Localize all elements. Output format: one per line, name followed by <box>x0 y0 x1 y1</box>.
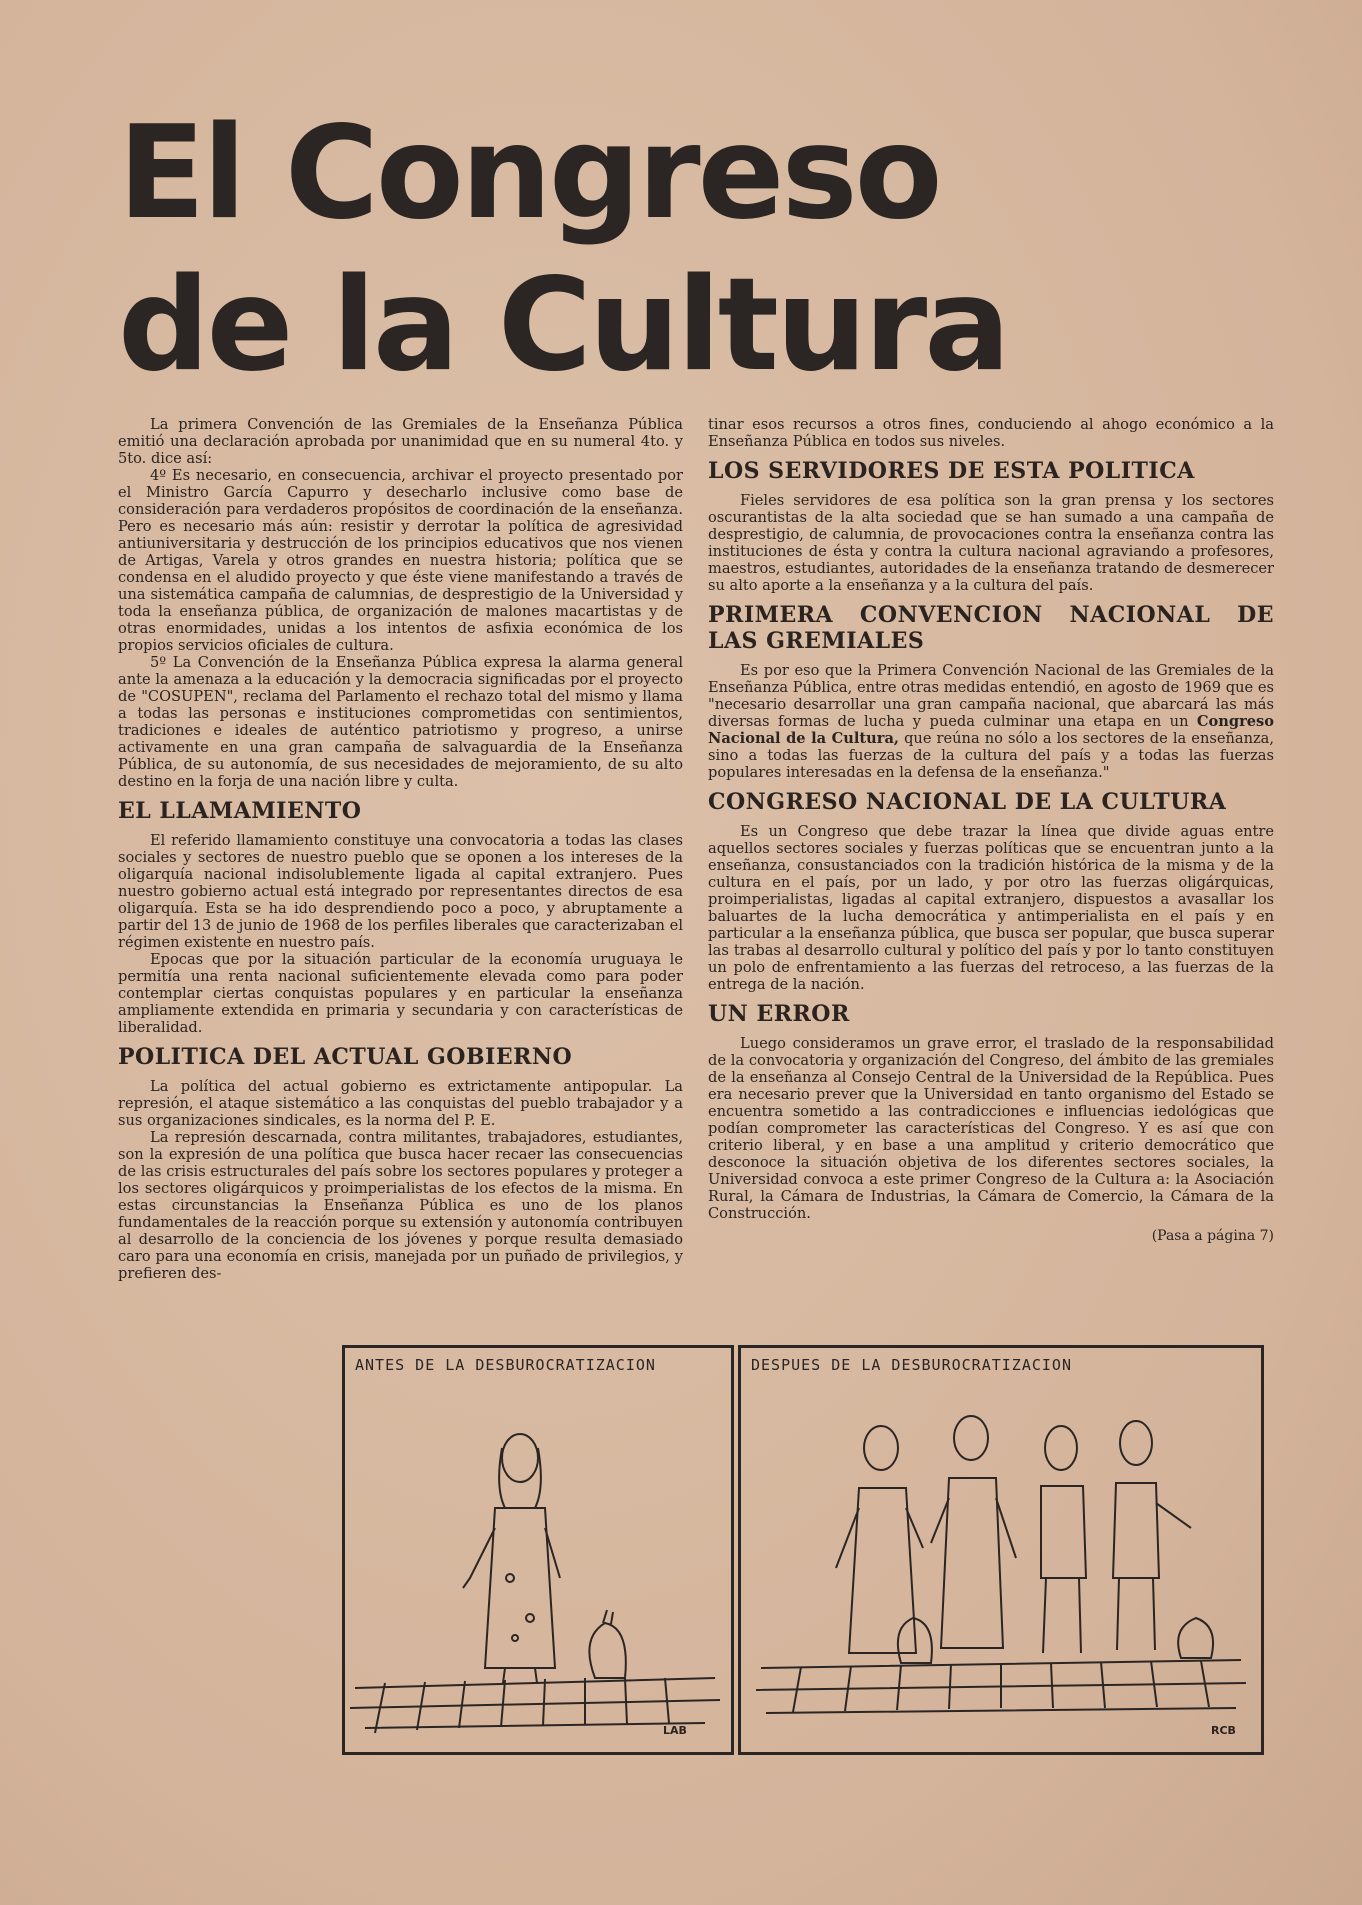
paragraph: El referido llamamiento constituye una convocatoria a todas las clases sociales y sectores de nuestro pueblo que se oponen a los intereses de la oligarquía nacional indisolublemente ligada al capital extranjero. Pues nuestro gobierno actual está integrado por representantes directos de esa oligarquía. Esta se ha ido desprendiendo poco a poco, y abruptamente a partir del 13 de junio de 1968 de los perfiles liberales que caracterizaban el régimen existente en nuestro país. <box>118 832 683 951</box>
text-run: que reúna no sólo a los sectores de la enseñanza, sino a todas las fuerzas de la cultura del país y a todas las fuerzas populares interesadas en la defensa de la enseñanza." <box>708 730 1274 781</box>
paragraph: Es un Congreso que debe trazar la línea que divide aguas entre aquellos sectores sociales y fuerzas políticas que se encuentran junto a la enseñanza, consustanciados con la tradición histórica de la misma y de la cultura en el país, por un lado, y por otro las fuerzas oligárquicas, proimperialistas, ligadas al capital extranjero, dispuestos a avasallar los baluartes de la lucha democrática y antimperialista en el país y en particular a la enseñanza pública, que busca ser popular, que busca superar las trabas al desarrollo cultural y político del país y por lo tanto constituyen un polo de enfrentamiento a las fuerzas del retroceso, a las fuerzas de la entrega de la nación. <box>708 823 1274 993</box>
section-heading-politica: POLITICA DEL ACTUAL GOBIERNO <box>118 1044 573 1070</box>
paragraph: tinar esos recursos a otros fines, conduciendo al ahogo económico a la Enseñanza Pública en todos sus niveles. <box>708 416 1274 450</box>
section-heading-error: UN ERROR <box>708 1001 850 1027</box>
paragraph: Fieles servidores de esa política son la gran prensa y los sectores oscurantistas de la alta sociedad que se han sumado a una campaña de desprestigio, de calumnia, de provocaciones contra la enseñanza contra las instituciones de ésta y contra la cultura nacional agraviando a profesores, maestros, estudiantes, autoridades de la enseñanza tratando de desmerecer su alto aporte a la enseñanza y a la cultura del país. <box>708 492 1274 594</box>
caption-after: DESPUES DE LA DESBUROCRATIZACION <box>751 1356 1072 1374</box>
paragraph: 5º La Convención de la Enseñanza Pública expresa la alarma general ante la amenaza a la educación y la democracia significadas por el proyecto de "COSUPEN", reclama del Parlamento el rechazo total del mismo y llama a todas las personas e instituciones comprometidas con sentimientos, tradiciones e ideales de auténtico patriotismo y progreso, a unirse activamente en una gran campaña de salvaguardia de la Enseñanza Pública, de su autonomía, de sus necesidades de mejoramiento, de su alto destino en la forja de una nación libre y culta. <box>118 654 683 790</box>
bold-text-run: Congreso Nacional de la Cultura, <box>708 713 1274 747</box>
headline-line-2: de la Cultura <box>118 251 1008 400</box>
right-column <box>708 416 1274 1245</box>
illustration-after <box>741 1378 1261 1750</box>
signature-right: RCB <box>1211 1724 1236 1737</box>
paragraph: La primera Convención de las Gremiales de la Enseñanza Pública emitió una declaración aprobada por unanimidad que en su numeral 4to. y 5to. dice así: <box>118 416 683 467</box>
caption-before: ANTES DE LA DESBUROCRATIZACION <box>355 1356 656 1374</box>
headline <box>118 98 1018 402</box>
cartoon-panel-after <box>738 1345 1264 1755</box>
section-heading-llamamiento: EL LLAMAMIENTO <box>118 798 362 824</box>
left-column <box>118 416 683 1282</box>
paragraph: La política del actual gobierno es extrictamente antipopular. La represión, el ataque sistemático a las conquistas del pueblo trabajador y a sus organizaciones sindicales, es la norma del P. E. <box>118 1078 683 1129</box>
cartoon <box>342 1345 1264 1759</box>
headline-line-1: El Congreso <box>118 99 940 248</box>
section-heading-convencion: PRIMERA CONVENCION NACIONAL DE LAS GREMIALES <box>708 602 1274 654</box>
paragraph: Epocas que por la situación particular de la economía uruguaya le permitía una renta nacional suficientemente elevada como para poder contemplar ciertas conquistas populares y en particular la enseñanza ampliamente extendida en primaria y secundaria y con características de liberalidad. <box>118 951 683 1036</box>
paragraph: Luego consideramos un grave error, el traslado de la responsabilidad de la convocatoria y organización del Congreso, del ámbito de las gremiales de la enseñanza al Consejo Central de la Universidad de la República. Pues era necesario prever que la Universidad en tanto organismo del Estado se encuentra sometido a las contradicciones e influencias iedológicas que podían comprometer las características del Congreso. Y es así que con criterio liberal, y en base a una amplitud y criterio democrático que desconoce la situación objetiva de los diferentes sectores sociales, la Universidad convoca a este primer Congreso de la Cultura a: la Asociación Rural, la Cámara de Industrias, la Cámara de Comercio, la Cámara de la Construcción. <box>708 1035 1274 1222</box>
section-heading-servidores: LOS SERVIDORES DE ESTA POLITICA <box>708 458 1195 484</box>
paragraph: 4º Es necesario, en consecuencia, archivar el proyecto presentado por el Ministro García Capurro y desecharlo inclusive como base de consideración para verdaderos propósitos de coordinación de la enseñanza. Pero es necesario más aún: resistir y derrotar la política de agresividad antiuniversitaria y destrucción de los principios educativos que nos vienen de Artigas, Varela y otros grandes en nuestra historia; política que se condensa en el aludido proyecto y que éste viene manifestando a través de una sistemática campaña de calumnias, de desprestigio de la Universidad y toda la enseñanza pública, de organización de malones macartistas y de otras enormidades, unidas a los intentos de asfixia económica de los propios servicios oficiales de cultura. <box>118 467 683 654</box>
text-run: Es por eso que la Primera Convención Nacional de las Gremiales de la Enseñanza Pública, entre otras medidas entendió, en agosto de 1969 que es "necesario desarrollar una gran campaña nacional, que abarcará las más diversas formas de lucha y pueda culminar una etapa en un <box>708 662 1274 730</box>
paragraph: La represión descarnada, contra militantes, trabajadores, estudiantes, son la expresión de una política que busca hacer recaer las consecuencias de las crisis estructurales del país sobre los sectores populares y proteger a los sectores oligárquicos y proimperialistas de los efectos de la misma. En estas circunstancias la Enseñanza Pública es uno de los planos fundamentales de la reacción porque su extensión y autonomía contribuyen al desarrollo de la conciencia de los jóvenes y porque resulta demasiado caro para una economía en crisis, manejada por un puñado de privilegios, y prefieren des- <box>118 1129 683 1282</box>
continued-note: (Pasa a página 7) <box>1151 1228 1274 1244</box>
section-heading-congreso: CONGRESO NACIONAL DE LA CULTURA <box>708 789 1227 815</box>
cartoon-panel-before <box>342 1345 734 1755</box>
illustration-before <box>345 1378 731 1750</box>
signature-left: LAB <box>663 1724 687 1737</box>
paragraph <box>708 662 1274 781</box>
